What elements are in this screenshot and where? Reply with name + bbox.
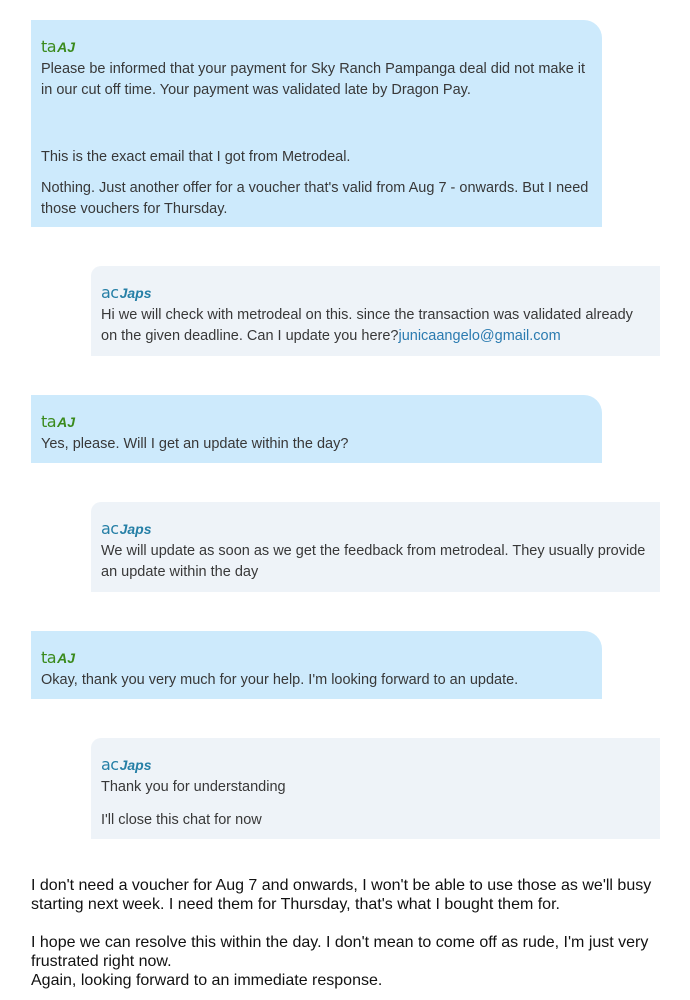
sender-prefix: ac	[101, 283, 119, 302]
chat-message-aj-3	[31, 631, 602, 699]
footer-paragraph-1: I don't need a voucher for Aug 7 and onwards, I won't be able to use those as we'll busy starting next week. I need them for Thursday, that's what I bought them for.	[31, 877, 652, 913]
sender-label	[101, 283, 650, 303]
sender-prefix: ac	[101, 755, 119, 774]
sender-label	[41, 412, 592, 432]
message-text: This is the exact email that I got from Metrodeal.	[41, 149, 351, 165]
footer-paragraph-3: Again, looking forward to an immediate response.	[31, 972, 383, 989]
chat-message-japs-1	[91, 266, 660, 356]
sender-name: AJ	[57, 650, 75, 666]
email-link[interactable]: junicaangelo@gmail.com	[398, 328, 561, 344]
sender-prefix: ta	[41, 37, 57, 56]
chat-message-aj-2	[31, 395, 602, 463]
message-text: Thank you for understanding	[101, 779, 286, 795]
message-text	[101, 305, 650, 347]
message-body: Hi we will check with metrodeal on this. since the transaction was validated already on the given deadline. Can I update you here?	[101, 307, 633, 344]
sender-label	[101, 755, 650, 775]
chat-message-japs-2	[91, 502, 660, 592]
message-text: Okay, thank you very much for your help. I'm looking forward to an update.	[41, 672, 519, 688]
sender-label	[41, 37, 592, 57]
sender-name: Japs	[119, 285, 152, 301]
sender-prefix: ta	[41, 412, 57, 431]
message-text: I'll close this chat for now	[101, 812, 262, 828]
message-text: Please be informed that your payment for Sky Ranch Pampanga deal did not make it in our cut off time. Your payment was validated late by Dragon Pay.	[41, 61, 586, 98]
message-text: We will update as soon as we get the feedback from metrodeal. They usually provide an update within the day	[101, 543, 646, 580]
sender-name: AJ	[57, 39, 75, 55]
message-text: Nothing. Just another offer for a voucher that's valid from Aug 7 - onwards. But I need those vouchers for Thursday.	[41, 180, 589, 217]
sender-name: AJ	[57, 414, 75, 430]
footer-paragraph-2: I hope we can resolve this within the day. I don't mean to come off as rude, I'm just very frustrated right now.	[31, 934, 649, 970]
chat-message-ajj-1	[31, 20, 602, 227]
sender-prefix: ac	[101, 519, 119, 538]
sender-prefix: ta	[41, 648, 57, 667]
message-text: Yes, please. Will I get an update within the day?	[41, 436, 349, 452]
sender-name: Japs	[119, 757, 152, 773]
sender-label	[101, 519, 650, 539]
sender-label	[41, 648, 592, 668]
sender-name: Japs	[119, 521, 152, 537]
chat-message-japs-3	[91, 738, 660, 839]
